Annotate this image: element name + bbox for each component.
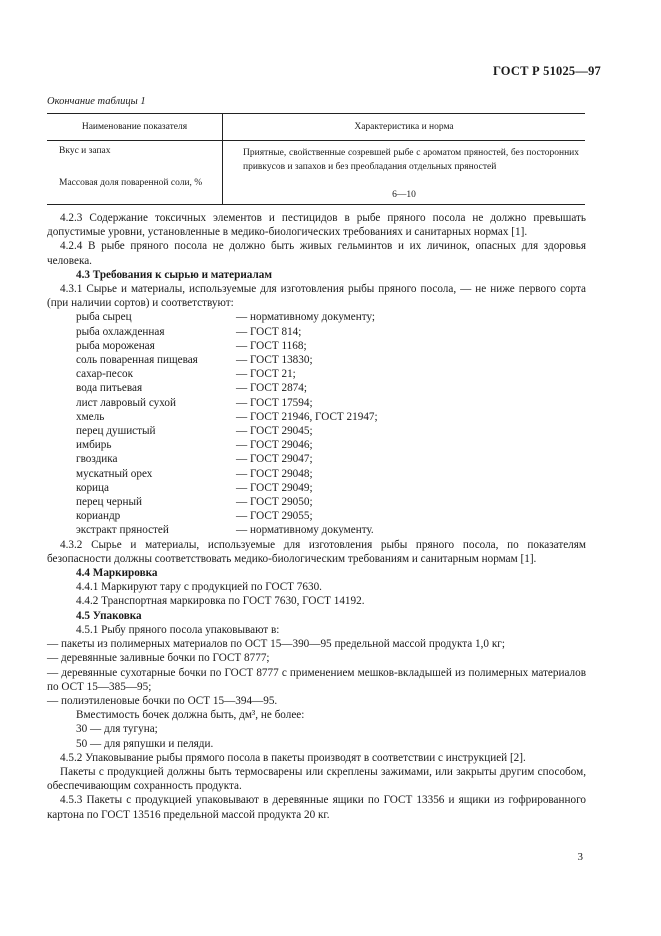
- col-header-name: Наименование показателя: [47, 114, 223, 141]
- list-item: — деревянные заливные бочки по ГОСТ 8777;: [47, 652, 270, 665]
- list-item: хмель — ГОСТ 21946, ГОСТ 21947;: [76, 410, 378, 423]
- section-4-4-heading: 4.4 Маркировка: [76, 567, 158, 580]
- paragraph-4-2-3: 4.2.3 Содержание токсичных элементов и пестицидов в рыбе пряного посола не должно превышать допустимые уровни, установленные в медико-биологических требованиях и санитарных нормах [1].: [47, 212, 586, 239]
- col-header-value: Характеристика и норма: [223, 114, 586, 141]
- capacity-text: Вместимость бочек должна быть, дм³, не более:: [76, 709, 305, 722]
- document-body: [47, 211, 586, 822]
- paragraph-4-5-2-b: Пакеты с продукцией должны быть термосварены или скреплены зажимами, или закрыты другим способом, обеспечивающим сохранность продукта.: [47, 765, 586, 793]
- paragraph-4-2-4: 4.2.4 В рыбе пряного посола не должно быть живых гельминтов и их личинок, опасных для здоровья человека.: [47, 240, 586, 267]
- list-item: рыба охлажденная — ГОСТ 814;: [76, 325, 302, 338]
- row-value: 6—10: [223, 176, 586, 205]
- list-item: экстракт пряностей — нормативному документу.: [76, 524, 374, 537]
- list-item: сахар-песок — ГОСТ 21;: [76, 368, 296, 381]
- document-header: ГОСТ Р 51025—97: [492, 64, 601, 78]
- list-item: лист лавровый сухой — ГОСТ 17594;: [76, 396, 313, 409]
- list-item: имбирь — ГОСТ 29046;: [76, 439, 313, 452]
- table-row: [47, 176, 585, 205]
- section-4-3-heading: 4.3 Требования к сырью и материалам: [76, 268, 272, 281]
- list-item: 50 — для ряпушки и пеляди.: [76, 737, 214, 750]
- row-name: Массовая доля поваренной соли, %: [47, 176, 223, 205]
- list-item: — деревянные сухотарные бочки по ГОСТ 8777 с применением мешков-вкладышей из полимерных материалов по ОСТ 15—385—95;: [47, 666, 586, 693]
- paragraph-4-4-2: 4.4.2 Транспортная маркировка по ГОСТ 7630, ГОСТ 14192.: [76, 595, 365, 608]
- section-4-5-heading: 4.5 Упаковка: [76, 609, 142, 622]
- row-value: Приятные, свойственные созревшей рыбе с ароматом пряностей, без посторонних привкусов и запахов и без преобладания отдельных пряностей: [243, 148, 579, 172]
- table-header-row: [47, 114, 585, 141]
- page-number: 3: [577, 851, 583, 863]
- indicator-table: [47, 113, 585, 205]
- paragraph-4-4-1: 4.4.1 Маркируют тару с продукцией по ГОСТ 7630.: [76, 581, 322, 594]
- list-item: перец душистый — ГОСТ 29045;: [76, 425, 313, 438]
- paragraph-4-5-2: 4.5.2 Упаковывание рыбы прямого посола в пакеты производят в соответствии с инструкцией [2].: [60, 751, 526, 764]
- row-name: Вкус и запах: [47, 141, 223, 177]
- list-item: — полиэтиленовые бочки по ОСТ 15—394—95.: [47, 694, 278, 707]
- list-item: — пакеты из полимерных материалов по ОСТ 15—390—95 предельной массой продукта 1,0 кг;: [47, 638, 505, 651]
- list-item: 30 — для тугуна;: [76, 723, 158, 736]
- materials-list: [76, 310, 586, 537]
- list-item: рыба мороженая — ГОСТ 1168;: [76, 339, 307, 352]
- list-item: вода питьевая — ГОСТ 2874;: [76, 382, 307, 395]
- list-item: перец черный — ГОСТ 29050;: [76, 496, 313, 509]
- paragraph-4-3-1: 4.3.1 Сырье и материалы, используемые для изготовления рыбы пряного посола, — не ниже первого сорта (при наличии сортов) и соответствуют:: [47, 283, 586, 310]
- table-row: [47, 141, 585, 177]
- list-item: гвоздика — ГОСТ 29047;: [76, 453, 313, 466]
- list-item: кориандр — ГОСТ 29055;: [76, 510, 313, 523]
- list-item: мускатный орех — ГОСТ 29048;: [76, 467, 313, 480]
- list-item: соль поваренная пищевая — ГОСТ 13830;: [76, 354, 313, 367]
- paragraph-4-5-1: 4.5.1 Рыбу пряного посола упаковывают в:: [76, 623, 280, 636]
- list-item: корица — ГОСТ 29049;: [76, 481, 313, 494]
- paragraph-4-5-3: 4.5.3 Пакеты с продукцией упаковывают в деревянные ящики по ГОСТ 13356 и ящики из гофрированного картона по ГОСТ 13516 предельной массой продукта 20 кг.: [47, 794, 586, 821]
- paragraph-4-3-2: 4.3.2 Сырье и материалы, используемые для изготовления рыбы пряного посола, по показателям безопасности должны соответствовать медико-биологическим требованиям и санитарным нормам [1].: [47, 538, 586, 565]
- table-caption: Окончание таблицы 1: [47, 96, 146, 107]
- list-item: рыба сырец — нормативному документу;: [76, 311, 376, 324]
